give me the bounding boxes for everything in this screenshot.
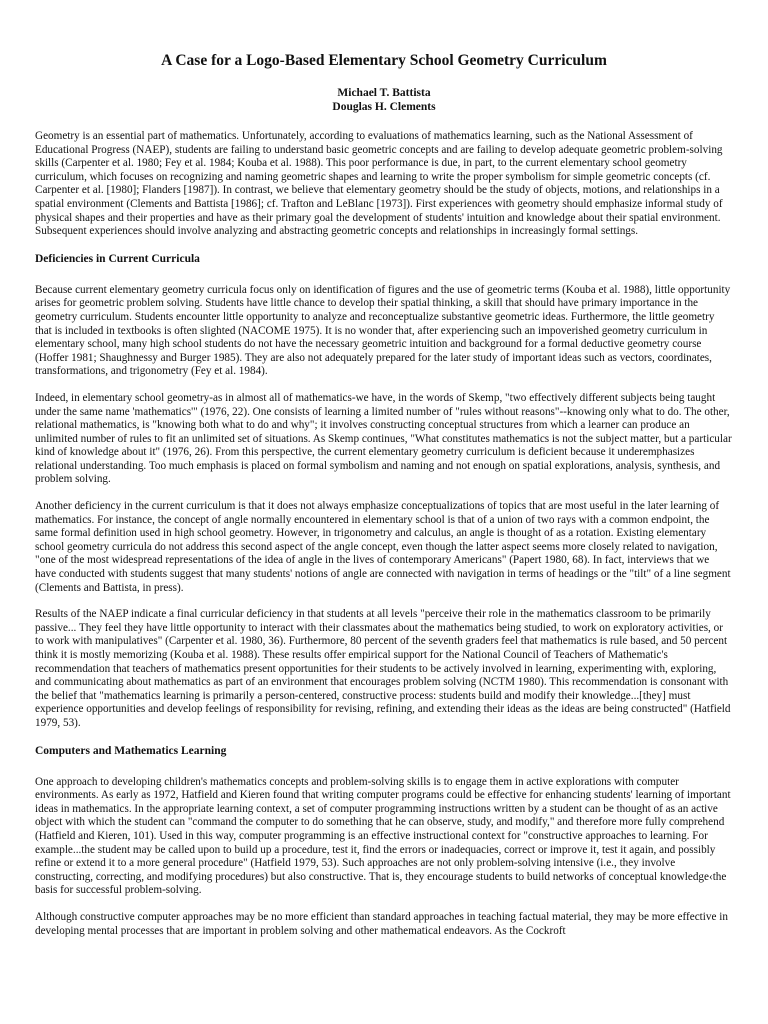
body-paragraph: Although constructive computer approaches may be no more efficient than standard approaches in teaching factual material, they may be more effective in developing mental processes that are important in problem solving and other mathematical endeavors. As the Cockroft — [35, 910, 728, 937]
author-list — [35, 86, 733, 114]
intro-paragraph: Geometry is an essential part of mathematics. Unfortunately, according to evaluations of mathematics learning, such as the National Assessment of Educational Progress (NAEP), students are failing to understand basic geometric concepts and are failing to develop adequate geometric problem-solving skills (Carpenter et al. 1980; Fey et al. 1984; Kouba et al. 1988). This poor performance is due, in part, to the current elementary school geometry curriculum, which focuses on recognizing and naming geometric shapes and learning to write the proper symbolism for simple geometric concepts (cf. Carpenter et al. [1980]; Flanders [1987]). In contrast, we believe that elementary geometry should be the study of objects, motions, and relationships in a spatial environment (Clements and Battista [1986]; cf. Trafton and LeBlanc [1973]). First experiences with geometry should emphasize informal study of physical shapes and their properties and have as their primary goal the development of students' intuition and knowledge about their spatial environment. Subsequent experiences should involve analyzing and abstracting geometric concepts and relationships in increasingly formal settings. — [35, 130, 723, 238]
body-paragraph: One approach to developing children's mathematics concepts and problem-solving skills is to engage them in active explorations with computer environments. As early as 1972, Hatfield and Kieren found that writing computer programs could be effective for enhancing students' learning of important ideas in mathematics. In the appropriate learning context, a set of computer programming instructions written by a student can be thought of as an active object with which the student can "command the computer to do something that he can observe, study, and modify," and therefore more fully comprehend (Hatfield and Kieren, 101). Used in this way, computer programming is an effective instructional context for "constructive approaches to learning. For example...the student may be called upon to build up a procedure, test it, find the errors or inadequacies, correct or improve it, test it again, and possibly refine or extend it to a more general procedure" (Hatfield 1979, 53). Such approaches are not only problem-solving intensive (i.e., they involve constructing, correcting, and modifying procedures) but also constructive. That is, they encourage students to build networks of conceptual knowledge‹the basis for successful problem-solving. — [35, 775, 731, 897]
author-name: Michael T. Battista — [337, 87, 431, 99]
body-paragraph: Results of the NAEP indicate a final curricular deficiency in that students at all levels "perceive their role in the mathematics classroom to be primarily passive... They feel they have little opportunity to interact with their classmates about the mathematics being studied, to work on exploratory activities, or to work with manipulatives" (Carpenter et al. 1980, 36). Furthermore, 80 percent of the seventh graders feel that mathematics is rule based, and 50 percent think it is mostly memorizing (Kouba et al. 1988). These results offer empirical support for the National Council of Teachers of Mathematic's recommendation that teachers of mathematics present opportunities for their students to be actively involved in learning, experimenting with, exploring, and communicating about mathematics as part of an environment that encourages problem solving (NCTM 1980). This recommendation is consonant with the belief that "mathematics learning is primarily a person-centered, constructive process: students build and modify their knowledge...[they] must experience opportunities and develop feelings of responsibility for revising, refining, and extending their ideas as the ideas are being constructed" (Hatfield 1979, 53). — [35, 608, 731, 729]
author-name: Douglas H. Clements — [332, 101, 436, 113]
section-heading-computers: Computers and Mathematics Learning — [35, 744, 227, 757]
paper-title: A Case for a Logo-Based Elementary School Geometry Curriculum — [161, 52, 607, 69]
body-paragraph: Indeed, in elementary school geometry-as in almost all of mathematics-we have, in the words of Skemp, "two effectively different subjects being taught under the same name 'mathematics'" (1976, 22). One consists of learning a limited number of "rules without reasons"--knowing only what to do. The other, relational mathematics, is "knowing both what to do and why"; it involves constructing conceptual structures from which a learner can produce an unlimited number of rules to fit an unlimited set of situations. As Skemp continues, "What constitutes mathematics is not the subject matter, but a particular kind of knowledge about it" (1976, 26). From this perspective, the current elementary geometry curriculum is deficient because it underemphasizes relational understanding. Too much emphasis is placed on formal symbolism and naming and not enough on spatial explorations, analysis, synthesis, and problem solving. — [35, 391, 732, 486]
body-paragraph: Another deficiency in the current curriculum is that it does not always emphasize conceptualizations of topics that are most useful in the later learning of mathematics. For instance, the concept of angle normally encountered in elementary school is that of a union of two rays with a common endpoint, the same formal definition used in high school geometry. However, in trigonometry and calculus, an angle is thought of as a rotation. Existing elementary school geometry curricula do not address this second aspect of the angle concept, even though the latter aspect seems more closely related to navigation, "one of the most widespread representations of the idea of angle in the lives of contemporary Americans" (Papert 1980, 68). In fact, interviews that we have conducted with students suggest that many students' notions of angle are connected with navigation in terms of headings or the "tilt" of a line segment (Clements and Battista, in press). — [35, 500, 731, 594]
section-heading-deficiencies: Deficiencies in Current Curricula — [35, 252, 200, 265]
body-paragraph: Because current elementary geometry curricula focus only on identification of figures and the use of geometric terms (Kouba et al. 1988), little opportunity arises for geometric problem solving. Students have little chance to develop their spatial thinking, a skill that should have primary importance in the geometry curriculum. Students encounter little opportunity to analyze and reconceptualize substantive geometric ideas. Furthermore, the little geometry that is included in textbooks is often slighted (NACOME 1975). It is no wonder that, after experiencing such an impoverished geometry curriculum in elementary school, many high school students do not have the necessary geometric intuition and background for a formal deductive geometry course (Hoffer 1981; Shaughnessy and Burger 1985). They are also not adequately prepared for the later study of important ideas such as vectors, coordinates, transformations, and trigonometry (Fey et al. 1984). — [35, 283, 731, 378]
